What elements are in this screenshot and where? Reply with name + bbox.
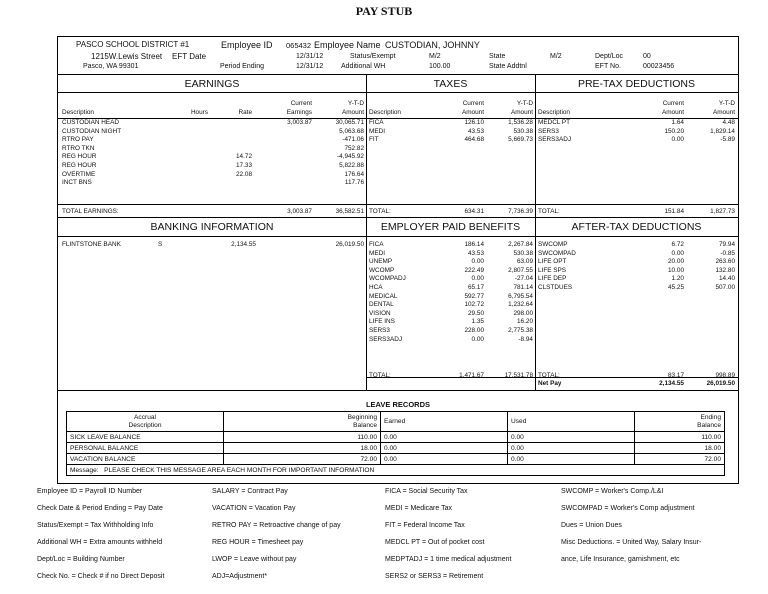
employer-row-current: 186.14 [464, 241, 484, 248]
pretax-total-current: 151.84 [664, 208, 684, 215]
col-ytd: Y-T-D [347, 100, 364, 107]
status-exempt-label: Status/Exempt [350, 53, 396, 60]
col-current: Current [290, 100, 312, 107]
message-text: PLEASE CHECK THIS MESSAGE AREA EACH MONTH FOR IMPORTANT INFORMATION [104, 466, 375, 474]
col-label: Beginning [347, 413, 377, 421]
leave-header-row [67, 412, 725, 432]
pay-stub [57, 36, 739, 484]
col-current: Earnings [286, 109, 312, 116]
message-row [67, 465, 725, 476]
tax-row-ytd: 1,536.28 [508, 119, 533, 126]
leave-col-description [67, 412, 224, 432]
divider [58, 204, 738, 205]
additional-wh-value: 100.00 [429, 63, 451, 70]
col-label: Accrual [134, 413, 156, 421]
aftertax-total-ytd: 998.89 [715, 372, 735, 379]
earnings-row-description: CUSTODIAN NIGHT [62, 127, 122, 135]
taxes-total-ytd: 7,736.39 [508, 208, 533, 215]
col-current: Amount [661, 109, 684, 116]
col-ytd: Amount [341, 109, 364, 116]
earnings-row-description: RTRO PAY [62, 136, 94, 144]
tax-row-current: 126.10 [464, 119, 484, 126]
net-pay-label: Net Pay [538, 380, 562, 387]
employer-row-current: 29.50 [468, 309, 484, 317]
legend-item: SWCOMPAD = Worker's Comp adjustment [561, 505, 695, 512]
legend-item: Check Date & Period Ending = Pay Date [37, 505, 163, 512]
earnings-row-ytd: 30,065.71 [335, 119, 364, 126]
taxes-total-current: 634.31 [464, 208, 484, 215]
aftertax-row-description: SWCOMP [538, 241, 568, 248]
col-current: Amount [461, 109, 484, 116]
legend-column-1 [37, 488, 164, 590]
employer-row-ytd: 298.00 [513, 309, 533, 317]
aftertax-total-current: 83.17 [668, 372, 684, 379]
col-label: Ending [700, 413, 721, 421]
eft-date-value: 12/31/12 [296, 53, 324, 60]
leave-row [67, 432, 725, 443]
message-cell [67, 465, 725, 476]
employer-total-ytd: 17,531.78 [504, 372, 533, 379]
legend-item: REG HOUR = Timesheet pay [212, 539, 304, 546]
district-address-line1: 1215W.Lewis Street [91, 52, 163, 61]
leave-row [67, 443, 725, 454]
aftertax-row-ytd: 79.94 [719, 241, 735, 248]
leave-used: 0.00 [508, 454, 635, 465]
dept-loc-value: 00 [643, 53, 651, 60]
period-ending-label: Period Ending [220, 63, 264, 70]
leave-col-earned: Earned [381, 412, 508, 432]
legend-item: SERS2 or SERS3 = Retirement [385, 573, 484, 580]
legend-item: Additional WH = Extra amounts withheld [37, 539, 163, 546]
col-ytd: Y-T-D [718, 100, 735, 107]
status-exempt-value: M/2 [429, 53, 441, 60]
employer-row-description: UNEMP [369, 258, 393, 266]
leave-end: 18.00 [635, 443, 725, 454]
leave-records-title: LEAVE RECORDS [365, 400, 431, 409]
employer-row-description: HCA [369, 284, 383, 291]
page-title: PAY STUB [355, 4, 413, 18]
pretax-total-label: TOTAL: [538, 208, 560, 215]
pretax-row-current: 150.20 [664, 127, 684, 135]
employer-row-description: MEDICAL [369, 292, 398, 300]
pretax-row-description: SERS3 [538, 127, 559, 135]
state-label: State [489, 53, 506, 60]
employer-row-current: 592.77 [464, 292, 484, 300]
state-addtnl-label: State Addtnl [489, 63, 527, 70]
aftertax-row-ytd: 507.00 [715, 284, 735, 291]
col-current: Current [462, 100, 484, 107]
net-pay-ytd: 26,019.50 [706, 380, 735, 387]
state-value: M/2 [550, 53, 562, 60]
earnings-row-ytd: 752.82 [344, 144, 364, 152]
earnings-row-description: RTRO TKN [62, 144, 95, 152]
employer-row-ytd: 2,807.55 [508, 266, 533, 274]
additional-wh-label: Additional WH [341, 63, 386, 70]
message-label: Message: [70, 466, 99, 474]
employer-row-description: SERS3 [369, 327, 390, 334]
earnings-row-description: OVERTIME [62, 170, 96, 178]
employer-row-ytd: -8.94 [518, 335, 533, 343]
aftertax-row-description: LIFE OPT [538, 258, 567, 266]
banking-title: BANKING INFORMATION [150, 221, 274, 233]
dept-loc-label: Dept/Loc [595, 53, 624, 60]
net-pay-current: 2,134.55 [659, 380, 684, 387]
aftertax-row-ytd: -0.85 [720, 249, 735, 257]
leave-used: 0.00 [508, 432, 635, 443]
legend-column-2 [212, 488, 341, 590]
leave-row [67, 454, 725, 465]
earnings-row-rate: 14.72 [236, 153, 252, 161]
employee-id-label: Employee ID [221, 40, 273, 50]
legend-item: Check No. = Check # if no Direct Deposit [37, 573, 165, 580]
aftertax-row-ytd: 132.80 [715, 266, 735, 274]
employer-row-description: MEDI [369, 249, 385, 257]
leave-records-table [66, 411, 725, 476]
employer-row-description: SERS3ADJ [369, 335, 403, 343]
aftertax-row-description: CLSTDUES [538, 284, 573, 291]
divider [58, 74, 738, 75]
pretax-row-description: SERS3ADJ [538, 136, 572, 144]
employer-row-description: VISION [369, 309, 391, 317]
earnings-total-ytd: 36,582.51 [335, 208, 364, 215]
legend-item: Dept/Loc = Building Number [37, 556, 125, 563]
earnings-row-ytd: 5,822.88 [339, 162, 364, 169]
bank-name: FLINTSTONE BANK [62, 241, 121, 248]
pretax-row-description: MEDCL PT [538, 119, 571, 126]
leave-begin: 18.00 [224, 443, 381, 454]
employee-name-value: CUSTODIAN, JOHNNY [385, 40, 480, 50]
legend-item: Status/Exempt = Tax Withholding Info [37, 522, 154, 529]
tax-row-ytd: 530.38 [513, 127, 533, 135]
employer-row-current: 222.49 [464, 266, 484, 274]
employer-row-current: 0.00 [471, 275, 484, 283]
employer-row-description: WCOMPADJ [369, 275, 406, 283]
col-label: Balance [353, 421, 377, 429]
col-label: Description [128, 421, 162, 429]
col-description: Description [62, 109, 94, 116]
pretax-row-ytd: 1,829.14 [710, 127, 735, 135]
col-rate: Rate [238, 109, 252, 116]
legend-item: FIT = Federal Income Tax [385, 522, 465, 529]
pretax-total-ytd: 1,827.73 [710, 208, 735, 215]
pretax-row-current: 0.00 [671, 136, 684, 144]
employer-row-description: WCOMP [369, 266, 395, 274]
employer-row-current: 0.00 [471, 258, 484, 266]
leave-desc: VACATION BALANCE [67, 454, 224, 465]
employer-row-current: 43.53 [468, 249, 484, 257]
legend-item: VACATION = Vacation Pay [212, 505, 296, 512]
aftertax-row-current: 1.20 [671, 275, 684, 283]
tax-row-ytd: 5,669.73 [508, 136, 533, 144]
tax-row-description: MEDI [369, 127, 385, 135]
earnings-row-ytd: 176.64 [344, 170, 364, 178]
employer-row-ytd: 530.38 [513, 249, 533, 257]
col-ytd: Amount [712, 109, 735, 116]
leave-earned: 0.00 [381, 454, 508, 465]
employer-row-current: 102.72 [464, 301, 484, 309]
employer-row-ytd: 781.14 [513, 284, 533, 291]
legend-item: LWOP = Leave without pay [212, 556, 297, 563]
taxes-title: TAXES [433, 78, 468, 90]
employer-row-description: LIFE INS [369, 318, 395, 326]
bank-current: 2,134.55 [231, 241, 256, 248]
earnings-row-rate: 22.08 [236, 170, 252, 178]
legend-item: ADJ=Adjustment* [212, 573, 268, 580]
leave-col-ending [635, 412, 725, 432]
legend-item: MEDCL PT = Out of pocket cost [385, 539, 485, 546]
legend-column-4 [561, 488, 701, 573]
leave-earned: 0.00 [381, 443, 508, 454]
leave-begin: 72.00 [224, 454, 381, 465]
tax-row-description: FIT [369, 136, 379, 144]
leave-end: 72.00 [635, 454, 725, 465]
period-ending-value: 12/31/12 [296, 63, 324, 70]
eft-date-label: EFT Date [172, 52, 207, 61]
legend-item: SWCOMP = Worker's Comp./L&I [561, 488, 664, 495]
leave-used: 0.00 [508, 443, 635, 454]
legend-item: MEDPTADJ = 1 time medical adjustment [385, 556, 512, 563]
tax-row-description: FICA [369, 119, 384, 126]
earnings-total-label: TOTAL EARNINGS: [62, 208, 119, 215]
employer-row-ytd: 16.20 [517, 318, 533, 326]
earnings-total-current: 3,003.87 [287, 208, 312, 215]
bank-account-type: S [158, 241, 163, 248]
leave-col-used: Used [508, 412, 635, 432]
district-name: PASCO SCHOOL DISTRICT #1 [76, 40, 190, 49]
employer-row-current: 0.00 [471, 335, 484, 343]
divider [58, 236, 738, 237]
aftertax-row-current: 6.72 [671, 241, 684, 248]
employer-total-label: TOTAL: [369, 372, 391, 379]
divider [58, 390, 738, 391]
leave-desc: PERSONAL BALANCE [67, 443, 224, 454]
aftertax-row-current: 10.00 [668, 266, 684, 274]
eft-no-value: 00023456 [643, 63, 675, 70]
employer-row-description: DENTAL [369, 301, 394, 309]
legend-item: SALARY = Contract Pay [212, 488, 288, 495]
district-address-line2: Pasco, WA 99301 [83, 63, 139, 70]
leave-begin: 110.00 [224, 432, 381, 443]
col-hours: Hours [190, 109, 208, 116]
leave-col-beginning [224, 412, 381, 432]
earnings-row-rate: 17.33 [236, 162, 252, 169]
leave-earned: 0.00 [381, 432, 508, 443]
aftertax-row-current: 20.00 [668, 258, 684, 266]
aftertax-row-description: LIFE DEP [538, 275, 567, 283]
pretax-row-ytd: 4.48 [722, 119, 735, 126]
earnings-row-ytd: 5,063.68 [339, 127, 364, 135]
employer-row-current: 65.17 [468, 284, 484, 291]
pretax-row-current: 1.64 [671, 119, 684, 126]
earnings-row-ytd: -4,945.92 [336, 153, 364, 161]
employer-row-ytd: 6,795.54 [508, 292, 533, 300]
employer-row-current: 228.00 [464, 327, 484, 334]
employer-benefits-title: EMPLOYER PAID BENEFITS [380, 221, 521, 233]
tax-row-current: 43.53 [468, 127, 484, 135]
legend-item: RETRO PAY = Retroactive change of pay [212, 522, 341, 529]
earnings-row-description: REG HOUR [62, 153, 97, 161]
earnings-row-current: 3,003.87 [287, 119, 312, 126]
legend-item: Dues = Union Dues [561, 522, 622, 529]
col-description: Description [369, 109, 401, 116]
employer-row-ytd: 63.09 [517, 258, 533, 266]
eft-no-label: EFT No. [595, 63, 621, 70]
col-label: Balance [697, 421, 721, 429]
pretax-row-ytd: -5.89 [720, 136, 735, 144]
earnings-row-description: CUSTODIAN HEAD [62, 119, 120, 126]
divider [58, 92, 738, 93]
col-ytd: Amount [510, 109, 533, 116]
taxes-total-label: TOTAL: [369, 208, 391, 215]
employee-name-label: Employee Name [314, 40, 381, 50]
leave-end: 110.00 [635, 432, 725, 443]
legend-item: Employee ID = Payroll ID Number [37, 488, 143, 495]
employer-row-ytd: 2,267.84 [508, 241, 533, 248]
employer-row-ytd: -27.04 [514, 275, 533, 283]
divider [58, 217, 738, 218]
earnings-row-description: REG HOUR [62, 162, 97, 169]
aftertax-row-current: 45.25 [668, 284, 684, 291]
tax-row-current: 464.68 [464, 136, 484, 144]
employer-row-ytd: 2,775.38 [508, 327, 533, 334]
employer-row-current: 1.35 [471, 318, 484, 326]
aftertax-title: AFTER-TAX DEDUCTIONS [571, 221, 702, 233]
legend-item: ance, Life Insurance, garnishment, etc [561, 556, 680, 563]
earnings-title: EARNINGS [184, 78, 240, 90]
earnings-row-ytd: 117.76 [344, 179, 364, 187]
pretax-title: PRE-TAX DEDUCTIONS [577, 78, 696, 90]
aftertax-row-description: LIFE SPS [538, 266, 567, 274]
col-ytd: Y-T-D [516, 100, 533, 107]
employee-id-value: 065432 [286, 41, 312, 50]
leave-desc: SICK LEAVE BALANCE [67, 432, 224, 443]
col-current: Current [662, 100, 684, 107]
col-description: Description [538, 109, 570, 116]
earnings-row-description: INCT BNS [62, 179, 92, 187]
legend-item: MEDI = Medicare Tax [385, 505, 452, 512]
aftertax-total-label: TOTAL: [538, 372, 560, 379]
bank-ytd: 26,019.50 [335, 241, 364, 248]
aftertax-row-ytd: 14.40 [719, 275, 735, 283]
aftertax-row-current: 0.00 [671, 249, 684, 257]
legend-column-3 [385, 488, 512, 590]
employer-row-description: FICA [369, 241, 384, 248]
legend-item: FICA = Social Security Tax [385, 488, 468, 495]
earnings-row-ytd: -471.06 [342, 136, 364, 144]
aftertax-row-ytd: 263.60 [715, 258, 735, 266]
legend-item: Misc Deductions. = United Way, Salary Insur- [561, 539, 702, 546]
aftertax-row-description: SWCOMPAD [538, 249, 576, 257]
employer-total-current: 1,471.67 [459, 372, 484, 379]
employer-row-ytd: 1,232.64 [508, 301, 533, 309]
